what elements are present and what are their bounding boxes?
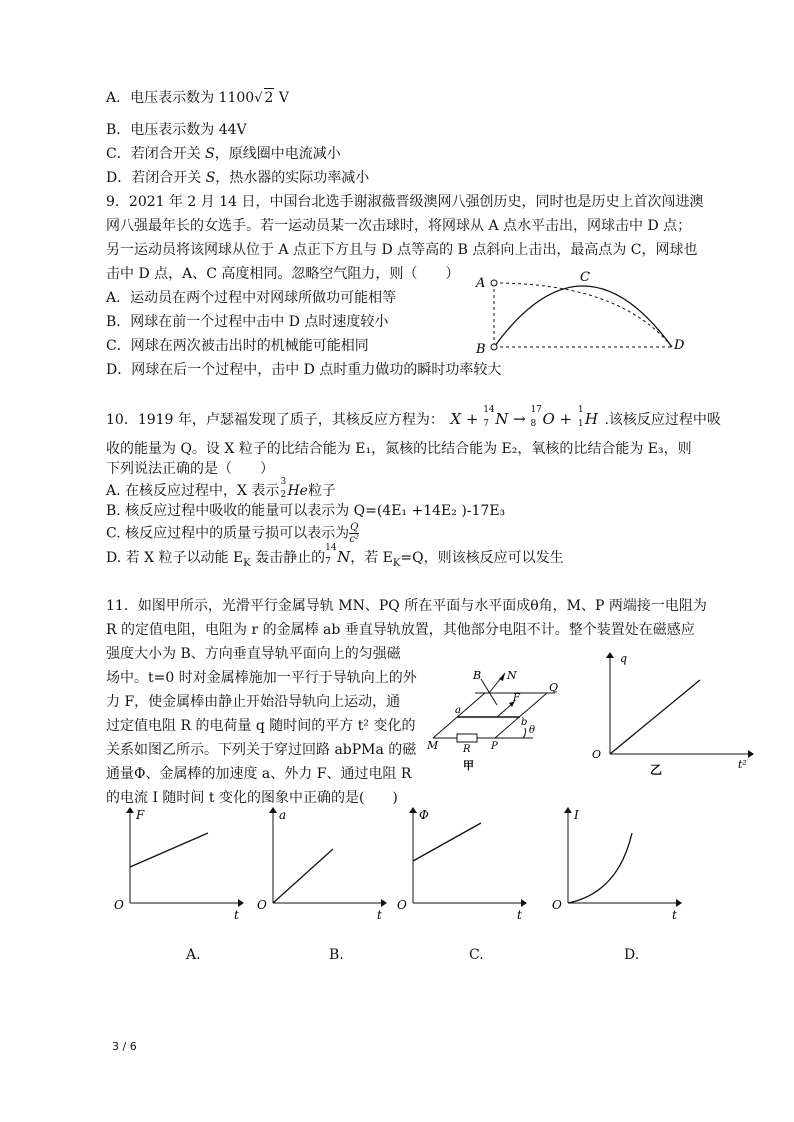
graph-y-label: I xyxy=(574,808,579,822)
q11-jia-label-a: a xyxy=(455,705,461,716)
q10-option-d-sub2: K xyxy=(392,557,401,569)
graph-origin-label: O xyxy=(257,898,267,912)
graph-y-arrow xyxy=(564,807,572,813)
q10-he-charge: 2 xyxy=(280,490,287,500)
graph-curve xyxy=(273,849,333,903)
q11-stem-line1: 11．如图甲所示，光滑平行金属导轨 MN、PQ 所在平面与水平面成θ角，M、P 两端接一电阻为 xyxy=(106,598,707,614)
q11-yi-x-arrow xyxy=(748,750,754,758)
q9-stem-line2: 网八强最年长的女选手。若一运动员某一次击球时，将网球从 A 点水平击出，网球击中 D 点； xyxy=(106,218,692,234)
q9-option-b: B．网球在前一个过程中击中 D 点时速度较小 xyxy=(106,314,389,330)
q9-option-a: A．运动员在两个过程中对网球所做功可能相等 xyxy=(106,290,397,306)
q11-option-b-label: B. xyxy=(329,947,344,963)
q11-stem-line2: R 的定值电阻，电阻为 r 的金属棒 ab 垂直导轨放置，其他部分电阻不计。整个装置处在磁感应 xyxy=(106,622,695,638)
q9-stem-line4: 击中 D 点，A、C 高度相同。忽略空气阻力，则（ ） xyxy=(106,266,460,282)
q10-option-c-pre: C. 核反应过程中的质量亏损可以表示为 xyxy=(106,525,350,542)
graph-x-arrow xyxy=(381,899,387,907)
q11-graph-a xyxy=(110,805,250,933)
q11-yi-label-q: q xyxy=(620,652,628,665)
q10-option-d-mid: 轰击静止的 xyxy=(250,550,326,566)
q11-rail-pq xyxy=(495,693,547,738)
q10-d-n-symbol: N xyxy=(337,548,351,566)
q11-stem-line8: 通量Φ、金属棒的加速度 a、外力 F、通过电阻 R xyxy=(106,766,412,782)
q11-stem-line5: 力 F，使金属棒由静止开始沿导轨向上运动，通 xyxy=(106,694,401,710)
q11-yi-label-t2: t² xyxy=(738,758,747,771)
q11-option-d-label: D. xyxy=(624,947,640,963)
graph-x-label: t xyxy=(517,908,522,922)
q10-option-d-pre: D. 若 X 粒子以动能 E xyxy=(106,550,244,566)
q11-yi-y-arrow xyxy=(606,652,614,658)
graph-x-arrow xyxy=(521,899,527,907)
q10-option-a-helium xyxy=(280,477,308,500)
q10-stem-line3: 下列说法正确的是（ ） xyxy=(106,461,274,477)
q9-stem-line3: 另一运动员将该网球从位于 A 点正下方且与 D 点等高的 B 点斜向上击出，最高点为 C，网球也 xyxy=(106,242,698,258)
q11-jia-label-b: B xyxy=(473,669,482,682)
q9-label-c: C xyxy=(580,270,590,285)
q10-eq-n-mass: 14 xyxy=(483,405,495,415)
q10-option-d-post: ，若 E xyxy=(350,550,393,566)
q10-option-d-sub: K xyxy=(243,557,251,569)
q10-fraction-numerator: Q xyxy=(350,522,359,533)
q8-option-d-post: ，热水器的实际功率减小 xyxy=(215,170,370,186)
graph-y-arrow xyxy=(269,807,277,813)
q11-graph-c xyxy=(393,805,533,933)
page-number: 3 / 6 xyxy=(112,1040,137,1053)
q11-option-c-label: C. xyxy=(469,947,484,963)
q10-eq-h-symbol: H xyxy=(584,410,598,428)
q11-jia-label-rod-b: b xyxy=(521,717,528,728)
graph-curve xyxy=(130,833,208,867)
q8-option-a: A．电压表示数为 1100√ 2 V xyxy=(106,90,289,106)
q8-option-c-var: S xyxy=(205,146,215,162)
q10-eq-plus2: + xyxy=(559,410,573,428)
q11-yi-label-o: O xyxy=(592,748,602,761)
q10-eq-h-mass: 1 xyxy=(577,405,584,415)
q11-stem-line7: 关系如图乙所示。下列关于穿过回路 abPMa 的磁 xyxy=(106,742,417,758)
q9-label-d: D xyxy=(674,338,685,353)
q8-option-c-pre: C．若闭合开关 xyxy=(106,146,206,162)
graph-origin-label: O xyxy=(397,898,407,912)
q8-option-b: B．电压表示数为 44V xyxy=(106,122,247,138)
q9-point-b-marker xyxy=(491,344,497,350)
q11-jia-label-n: N xyxy=(507,669,517,682)
graph-y-label: a xyxy=(279,808,287,822)
q11-jia-label-theta: θ xyxy=(529,725,536,736)
q8-option-d-var: S xyxy=(205,170,216,186)
q10-eq-o-symbol: O xyxy=(542,410,555,428)
q10-option-c xyxy=(106,522,359,545)
graph-x-arrow xyxy=(238,899,244,907)
graph-x-label: t xyxy=(672,908,677,922)
q11-stem-line3: 强度大小为 B、方向垂直导轨平面向上的匀强磁 xyxy=(106,646,401,662)
q10-eq-plus1: + xyxy=(465,410,479,428)
q10-option-a xyxy=(106,477,336,500)
q11-figure-yi xyxy=(588,650,758,775)
graph-curve xyxy=(413,823,481,861)
graph-y-label: Φ xyxy=(419,808,429,822)
q11-yi-q-line xyxy=(610,680,700,754)
q8-option-c xyxy=(106,145,341,163)
q10-stem-line1-pre: 10．1919 年，卢瑟福发现了质子，其核反应方程为： xyxy=(106,412,444,428)
q11-graph-d xyxy=(548,805,688,933)
q11-jia-label-r: R xyxy=(463,744,471,755)
q10-he-symbol: He xyxy=(287,483,308,499)
q10-option-a-pre: A. 在核反应过程中，X 表示 xyxy=(106,483,280,499)
q11-figure-jia xyxy=(425,665,565,773)
q10-stem-line2: 收的能量为 Q。设 X 粒子的比结合能为 E₁，氮核的比结合能为 E₂，氧核的比结合能为 E₃，则 xyxy=(106,441,692,457)
q10-eq-oxygen xyxy=(530,405,555,429)
q11-jia-label-q: Q xyxy=(549,681,559,694)
q10-stem-line1 xyxy=(106,405,721,429)
q11-resistor-r xyxy=(457,734,477,742)
q10-option-b: B. 核反应过程中吸收的能量可以表示为 Q=(4E₁ +14E₂ )-17E₃ xyxy=(106,503,506,519)
q10-option-c-fraction xyxy=(349,522,359,545)
q11-yi-caption: 乙 xyxy=(650,763,663,775)
q10-he-mass: 3 xyxy=(280,477,287,487)
q11-stem-line9: 的电流 I 随时间 t 变化的图象中正确的是( ) xyxy=(106,790,398,806)
q11-jia-label-m: M xyxy=(427,739,439,752)
q10-option-a-post: 粒子 xyxy=(307,483,336,499)
q9-oblique-trajectory xyxy=(494,286,672,347)
graph-y-arrow xyxy=(126,807,134,813)
q11-stem-line4: 场中。t=0 时对金属棒施加一平行于导轨向上的外 xyxy=(106,670,417,686)
q10-option-d xyxy=(106,543,564,569)
q8-option-c-post: ，原线圈中电流减小 xyxy=(214,146,341,162)
graph-y-label: F xyxy=(136,808,145,822)
q8-option-a-unit: V xyxy=(274,90,289,106)
q10-eq-nitrogen xyxy=(483,405,509,429)
q10-eq-o-charge: 8 xyxy=(530,419,537,429)
q9-stem-line1: 9．2021 年 2 月 14 日，中国台北选手谢淑薇晋级澳网八强创历史，同时也是历史上首次闯进澳 xyxy=(106,194,704,210)
q10-d-n-charge: 7 xyxy=(325,557,331,567)
q10-eq-arrow: → xyxy=(513,410,526,428)
q10-eq-o-mass: 17 xyxy=(530,405,542,415)
q10-fraction-denominator: c² xyxy=(349,534,360,545)
q11-option-a-label: A. xyxy=(186,947,201,963)
q11-field-b-arrow xyxy=(481,679,497,705)
q10-reaction-equation xyxy=(450,405,598,429)
q11-stem-line6: 过定值电阻 R 的电荷量 q 随时间的平方 t² 变化的 xyxy=(106,718,416,734)
q9-label-a: A xyxy=(476,276,486,291)
q9-option-d: D．网球在后一个过程中，击中 D 点时重力做功的瞬时功率较大 xyxy=(106,362,502,378)
graph-x-label: t xyxy=(234,908,239,922)
q10-eq-x: X xyxy=(450,410,462,428)
q8-option-a-root: 2 xyxy=(264,90,274,106)
q9-trajectory-figure xyxy=(470,265,700,365)
q11-graph-b xyxy=(253,805,393,933)
q9-option-c: C．网球在两次被击出时的机械能可能相同 xyxy=(106,338,369,354)
graph-origin-label: O xyxy=(552,898,562,912)
q9-point-a-marker xyxy=(491,280,497,286)
q10-eq-h-charge: 1 xyxy=(577,419,584,429)
graph-y-arrow xyxy=(409,807,417,813)
q11-jia-label-p: P xyxy=(491,741,498,752)
q8-option-d xyxy=(106,169,369,187)
q11-normal-n-line xyxy=(489,673,505,693)
q10-eq-hydrogen xyxy=(577,405,598,429)
q10-stem-line1-post: .该核反应过程中吸 xyxy=(604,412,721,428)
q10-d-n-mass: 14 xyxy=(325,543,337,553)
q8-option-a-text: A．电压表示数为 1100 xyxy=(106,90,255,106)
q8-option-d-pre: D．若闭合开关 xyxy=(106,170,206,186)
graph-origin-label: O xyxy=(114,898,124,912)
q11-angle-arc xyxy=(523,728,526,738)
graph-curve xyxy=(568,833,632,903)
q11-jia-label-f: F xyxy=(513,693,520,704)
q10-eq-n-charge: 7 xyxy=(483,419,489,429)
q11-jia-caption: 甲 xyxy=(463,759,474,772)
q10-option-d-post2: =Q，则该核反应可以发生 xyxy=(400,550,564,566)
q10-option-d-nitrogen xyxy=(325,543,351,567)
graph-x-label: t xyxy=(377,908,382,922)
q9-label-b: B xyxy=(476,342,486,357)
graph-x-arrow xyxy=(676,899,682,907)
q10-eq-n-symbol: N xyxy=(495,410,509,428)
